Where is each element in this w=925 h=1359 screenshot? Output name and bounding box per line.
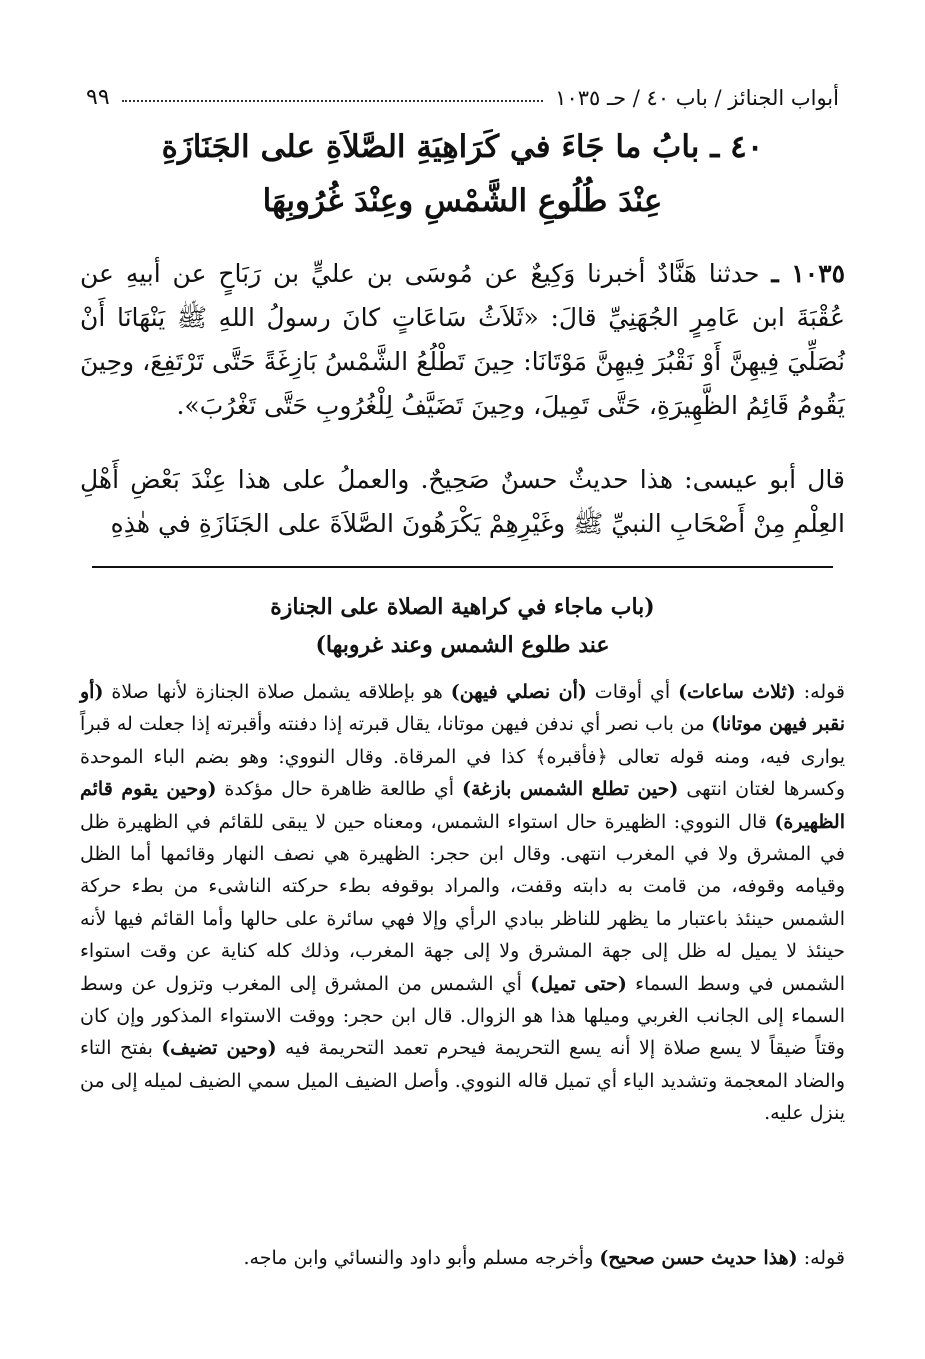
running-title: أبواب الجنائز / باب ٤٠ / حـ ١٠٣٥ bbox=[555, 86, 839, 110]
sharh-text: هو بإطلاقه يشمل صلاة الجنازة لأنها صلاة bbox=[103, 681, 451, 703]
hadith-text bbox=[80, 252, 845, 428]
sharh-text: وأخرجه مسلم وأبو داود والنسائي وابن ماجه. bbox=[243, 1247, 600, 1269]
sharh-text: أي أوقات bbox=[586, 681, 679, 703]
sharh-text: أي الشمس من المشرق إلى المغرب وتزول عن وسط السماء إلى الجانب الغربي وميلها هذا هو الزوال. قال ابن حجر: ووقت الاستواء المذكور وإن كان وقتاً ضيقاً لا يسع صلاة إلا أنه يسع التحريمة فيحرم تعمد التحريمة فيه bbox=[80, 972, 845, 1060]
chapter-title-line-1: ٤٠ ـ بابُ ما جَاءَ في كَرَاهِيَةِ الصَّلاَةِ على الجَنَازَةِ bbox=[161, 129, 764, 165]
hadith-number: ١٠٣٥ ـ bbox=[771, 259, 845, 288]
commentary-title-line-1: (باب ماجاء في كراهية الصلاة على الجنازة bbox=[270, 594, 655, 620]
chapter-title bbox=[120, 120, 805, 228]
sharh-quote: (أو نقبر فيهن موتانا) bbox=[80, 681, 845, 736]
commentary-paragraph-1 bbox=[80, 676, 845, 1130]
sharh-text: بفتح التاء والضاد المعجمة وتشديد الياء أي تميل قاله النووي. وأصل الضيف الميل سمي الضيف لميله إلى من ينزل عليه. bbox=[80, 1037, 845, 1125]
sharh-quote: (ثلاث ساعات) bbox=[678, 681, 796, 703]
sharh-text: قوله: bbox=[797, 1247, 845, 1269]
commentary-paragraph-2 bbox=[80, 1242, 845, 1274]
sharh-quote: (وحين تضيف) bbox=[161, 1037, 277, 1060]
sharh-text: قال النووي: الظهيرة حال استواء الشمس، ومعناه حين لا يبقى للقائم في الظهيرة ظل في المشرق ولا في المغرب انتهى. وقال ابن حجر: الظهيرة هي نصف النهار وقائمها أما الظل وقيامه وقوفه، من قامت به دابته وقفت، والمراد بوقوفه بطء حركته الناشىء من بطء حركة الشمس حينئذ باعتبار ما يظهر للناظر ببادي الرأي وإلا فهي سائرة على حالها وأما القائم فيها لأنه حينئذ لا يميل له ظل إلى جهة المشرق ولا إلى جهة المغرب، وذلك كله كناية عن وقت استواء الشمس في وسط السماء bbox=[80, 810, 845, 995]
hadith-body: حدثنا هَنَّادٌ أخبرنا وَكِيعٌ عن مُوسَى بن عليٍّ بن رَبَاحٍ عن أبيهِ عن عُقْبَةَ ابن عَامِرٍ الجُهَنِيِّ قالَ: «ثَلاَثُ سَاعَاتٍ كانَ رسولُ اللهِ ﷺ يَنْهَانَا أَنْ نُصَلِّيَ فِيهِنَّ أَوْ نَقْبُرَ فِيهِنَّ مَوْتَانَا: حِينَ تَطْلُعُ الشَّمْسُ بَازِغَةً حَتَّى تَرْتَفِعَ، وحِينَ يَقُومُ قَائِمُ الظَّهِيرَةِ، حَتَّى تَمِيلَ، وحِينَ تَضَيَّفُ لِلْغُرُوبِ حَتَّى تَغْرُبَ». bbox=[80, 259, 845, 420]
commentary-title bbox=[120, 588, 805, 664]
running-header bbox=[86, 70, 839, 110]
sharh-quote: (أن نصلي فيهن) bbox=[450, 681, 587, 703]
sharh-text: قوله: bbox=[795, 681, 846, 703]
dotted-leader bbox=[122, 99, 544, 102]
sharh-quote: (هذا حديث حسن صحيح) bbox=[599, 1247, 798, 1269]
chapter-title-line-2: عِنْدَ طُلُوعِ الشَّمْسِ وعِنْدَ غُرُوبِهَا bbox=[262, 183, 663, 219]
commentary-title-line-2: عند طلوع الشمس وعند غروبها) bbox=[315, 632, 610, 658]
sharh-quote: (وحين يقوم قائم الظهيرة) bbox=[80, 778, 845, 833]
footnote-divider bbox=[92, 566, 833, 568]
sharh-quote: (حتى تميل) bbox=[530, 972, 627, 995]
sharh-text: أي طالعة ظاهرة حال مؤكدة bbox=[216, 778, 462, 801]
page-number: ٩٩ bbox=[86, 85, 110, 110]
author-comment: قال أبو عيسى: هذا حديثٌ حسنٌ صَحِيحٌ. والعملُ على هذا عِنْدَ بَعْضِ أَهْلِ العِلْمِ مِنْ أَصْحَابِ النبيِّ ﷺ وغَيْرِهِمْ يَكْرَهُونَ الصَّلاَةَ على الجَنَازَةِ في هٰذِهِ bbox=[80, 465, 845, 538]
sharh-text: من باب نصر أي ندفن فيهن موتانا، يقال قبرته إذا دفنته وأقبرته إذا جعلت له قبراً يوارى فيه، ومنه قوله تعالى ﴿فأقبره﴾ كذا في المرقاة. وقال النووي: وهو بضم الباء الموحدة وكسرها لغتان انتهى bbox=[80, 713, 845, 801]
sharh-quote: (حين تطلع الشمس بازغة) bbox=[462, 778, 679, 801]
